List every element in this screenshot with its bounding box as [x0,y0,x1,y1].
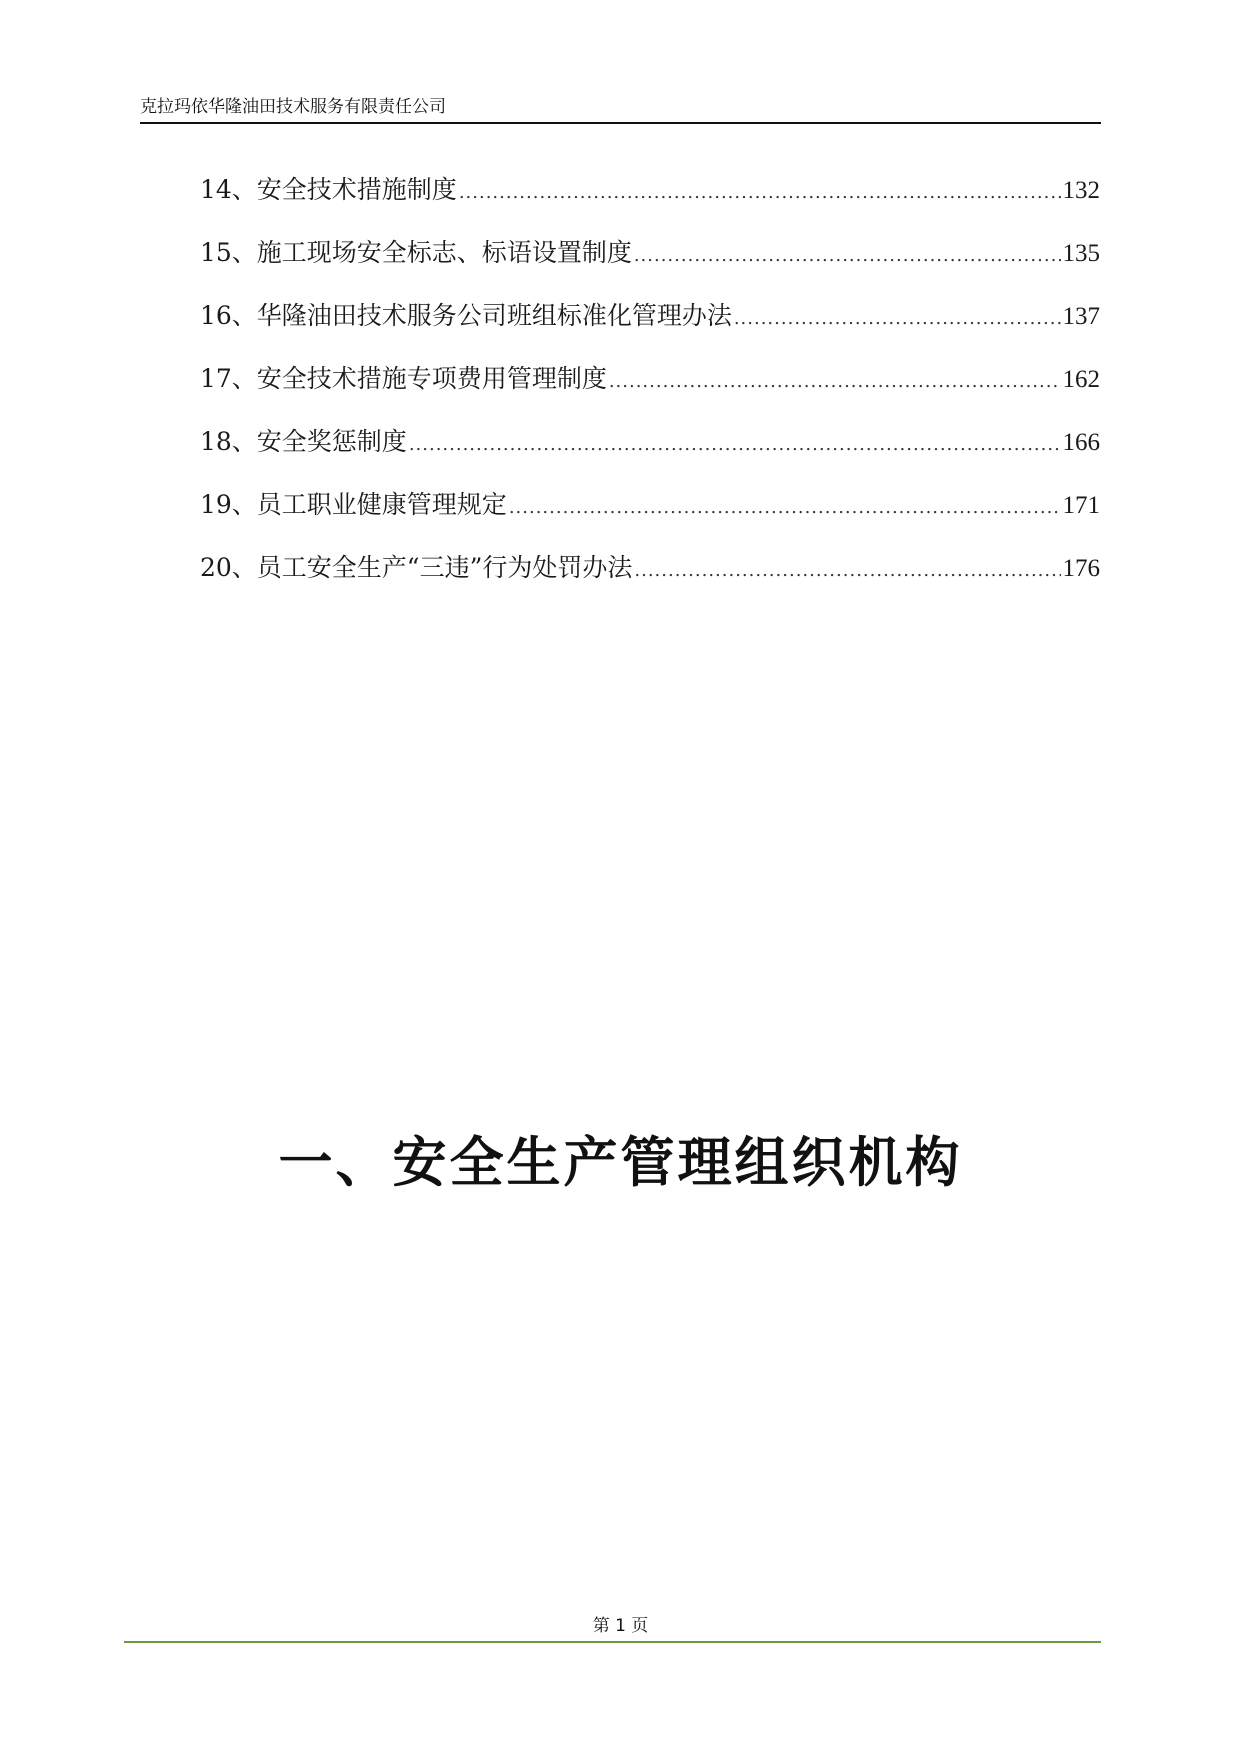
toc-entry-title: 18、安全奖惩制度 [200,427,407,456]
toc-dot-leader [609,371,1061,392]
toc-entry-page: 176 [1062,555,1100,582]
toc-entry[interactable] [200,170,1100,233]
header-divider [140,122,1101,124]
table-of-contents [200,170,1100,611]
toc-entry-title: 16、华隆油田技术服务公司班组标准化管理办法 [200,301,732,330]
toc-entry-title: 19、员工职业健康管理规定 [200,490,507,519]
toc-entry-page: 162 [1062,366,1100,393]
toc-entry-title: 17、安全技术措施专项费用管理制度 [200,364,607,393]
toc-dot-leader [509,497,1061,518]
toc-entry[interactable] [200,296,1100,359]
page-number: 第 1 页 [592,1616,649,1636]
toc-dot-leader [634,245,1061,266]
toc-entry[interactable] [200,233,1100,296]
toc-entry-page: 166 [1062,429,1100,456]
toc-entry[interactable] [200,548,1100,611]
toc-entry-page: 137 [1062,303,1100,330]
toc-entry-page: 132 [1062,177,1100,204]
toc-entry-title: 14、安全技术措施制度 [200,175,457,204]
page-header-company: 克拉玛依华隆油田技术服务有限责任公司 [140,97,446,117]
toc-entry-page: 135 [1062,240,1100,267]
toc-entry[interactable] [200,359,1100,422]
footer-divider [124,1641,1101,1643]
section-heading: 一、安全生产管理组织机构 [278,1130,963,1194]
toc-dot-leader [459,182,1061,203]
toc-entry[interactable] [200,422,1100,485]
toc-dot-leader [409,434,1061,455]
toc-entry-page: 171 [1062,492,1100,519]
toc-entry-title: 15、施工现场安全标志、标语设置制度 [200,238,632,267]
toc-dot-leader [734,308,1061,329]
toc-dot-leader [634,560,1060,581]
toc-entry-title: 20、员工安全生产“三违”行为处罚办法 [200,553,633,582]
toc-entry[interactable] [200,485,1100,548]
